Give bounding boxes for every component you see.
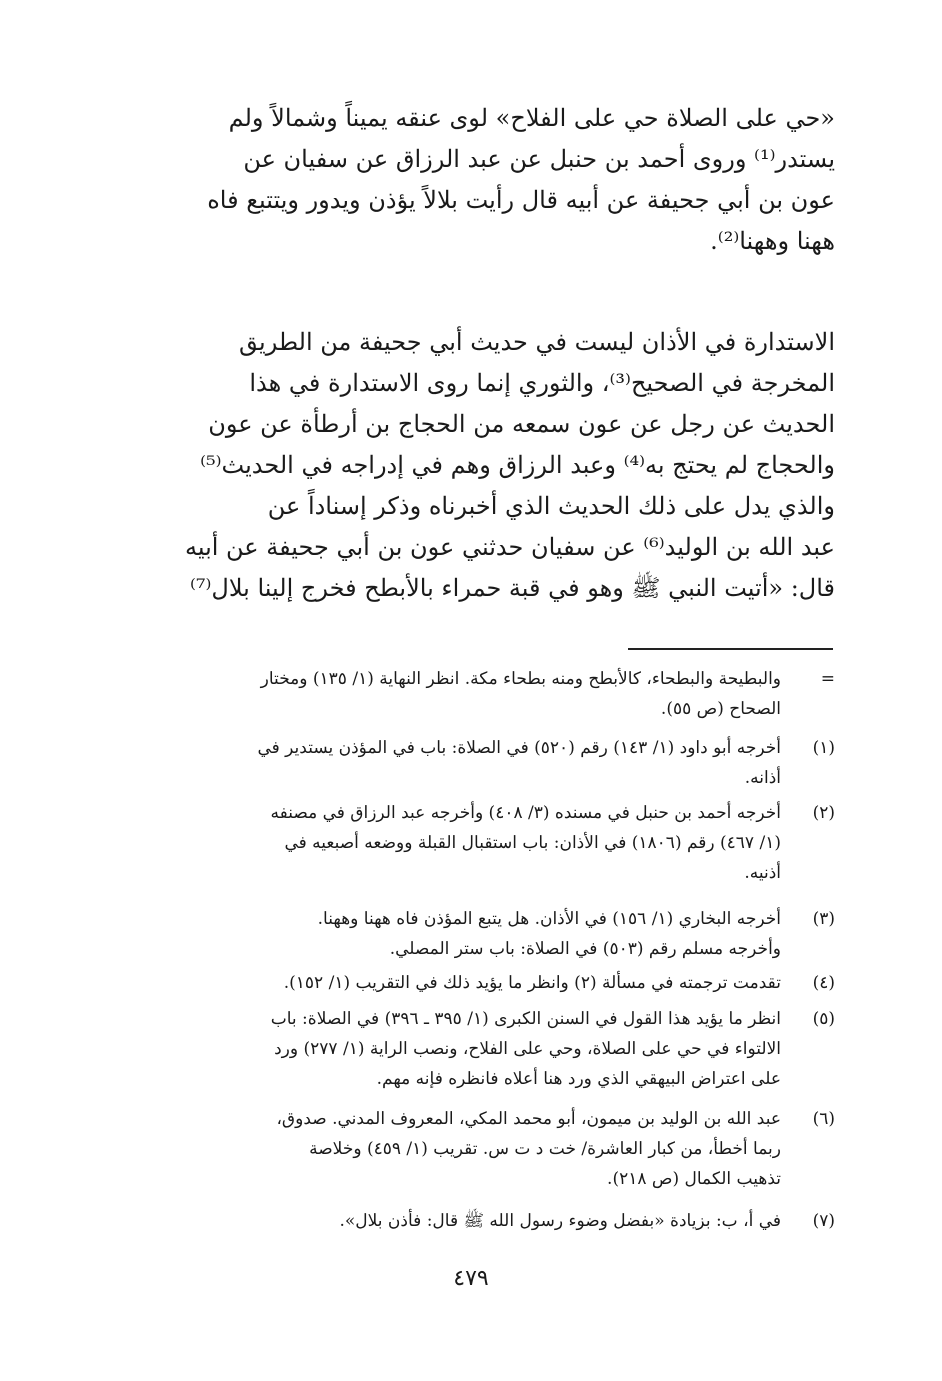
footnote-marker: (٦) <box>812 1109 835 1129</box>
footnote-line: (١/ ٤٦٧) رقم (١٨٠٦) في الأذان: باب استقبال القبلة ووضعه أصبعيه في <box>284 833 781 853</box>
text-line: والحجاج لم يحتج به⁽⁴⁾ وعبد الرزاق وهم في إدراجه في الحديث⁽⁵⁾ <box>200 451 835 479</box>
footnote-line: وأخرجه مسلم رقم (٥٠٣) في الصلاة: باب ستر المصلي. <box>389 939 781 959</box>
footnote-marker: = <box>820 669 835 689</box>
text-line: عون بن أبي جحيفة عن أبيه قال رأيت بلالاً يؤذن ويدور ويتتبع فاه <box>207 186 835 214</box>
footnote-marker: (٧) <box>812 1211 835 1231</box>
footnote-line: الالتواء في حي على الصلاة، وحي على الفلاح، ونصب الراية (١/ ٢٧٧) ورد <box>274 1039 781 1059</box>
footnote-marker: (٥) <box>812 1009 835 1029</box>
footnote-2 <box>130 798 835 888</box>
footnote-7 <box>130 1206 835 1236</box>
text-line: ههنا وههنا⁽²⁾. <box>710 227 835 255</box>
footnote-line: أخرجه أحمد بن حنبل في مسنده (٣/ ٤٠٨) وأخرجه عبد الرزاق في مصنفه <box>270 803 781 823</box>
text-line: «حي على الصلاة حي على الفلاح» لوى عنقه يميناً وشمالاً ولم <box>228 104 835 132</box>
footnote-3 <box>130 904 835 964</box>
footnote-line: على اعتراض البيهقي الذي ورد هنا أعلاه فانظره فإنه مهم. <box>376 1069 781 1089</box>
text-line: المخرجة في الصحيح⁽³⁾، والثوري إنما روى الاستدارة في هذا <box>249 369 835 397</box>
text-line: عبد الله بن الوليد⁽⁶⁾ عن سفيان حدثني عون بن أبي جحيفة عن أبيه <box>184 533 835 561</box>
footnote-5 <box>130 1004 835 1094</box>
footnote-marker: (٣) <box>812 909 835 929</box>
text-line: قال: «أتيت النبي ﷺ وهو في قبة حمراء بالأبطح فخرج إلينا بلال⁽⁷⁾ <box>189 574 835 602</box>
footnote-line: أخرجه البخاري (١/ ١٥٦) في الأذان. هل يتبع المؤذن فاه ههنا وههنا. <box>317 909 781 929</box>
paragraph-1 <box>130 98 835 268</box>
footnote-continuation <box>130 664 835 724</box>
footnote-marker: (٤) <box>812 973 835 993</box>
footnote-line: عبد الله بن الوليد بن ميمون، أبو محمد المكي، المعروف المدني. صدوق، <box>276 1109 781 1129</box>
footnote-6 <box>130 1104 835 1194</box>
footnote-line: تذهيب الكمال (ص ٢١٨). <box>607 1169 781 1189</box>
footnote-line: الصحاح (ص ٥٥). <box>660 699 781 719</box>
footnote-line: انظر ما يؤيد هذا القول في السنن الكبرى (١/ ٣٩٥ ـ ٣٩٦) في الصلاة: باب <box>270 1009 781 1029</box>
footnote-1 <box>130 733 835 793</box>
text-line: الحديث عن رجل عن عون سمعه من الحجاج بن أرطأة عن عون <box>208 410 835 438</box>
text-line: يستدر⁽¹⁾ وروى أحمد بن حنبل عن عبد الرزاق عن سفيان عن <box>243 145 835 173</box>
footnote-4 <box>130 968 835 998</box>
footnote-line: تقدمت ترجمته في مسألة (٢) وانظر ما يؤيد ذلك في التقريب (١/ ١٥٢). <box>283 973 781 993</box>
footnote-marker: (١) <box>812 738 835 758</box>
page-number: ٤٧٩ <box>453 1266 489 1291</box>
footnote-line: أذنيه. <box>744 863 781 883</box>
text-line: الاستدارة في الأذان ليست في حديث أبي جحيفة من الطريق <box>239 328 835 356</box>
text-line: والذي يدل على ذلك الحديث الذي أخبرناه وذكر إسناداً عن <box>267 492 835 520</box>
footnote-line: والبطيحة والبطحاء، كالأبطح ومنه بطحاء مكة. انظر النهاية (١/ ١٣٥) ومختار <box>260 669 781 689</box>
footnote-line: في أ، ب: بزيادة «بفضل وضوء رسول الله ﷺ قال: فأذن بلال». <box>339 1211 781 1231</box>
footnote-line: ربما أخطأ، من كبار العاشرة/ خت د ت س. تقريب (١/ ٤٥٩) وخلاصة <box>309 1139 781 1159</box>
footnote-line: أخرجه أبو داود (١/ ١٤٣) رقم (٥٢٠) في الصلاة: باب في المؤذن يستدير في <box>257 738 781 758</box>
paragraph-2 <box>130 322 835 622</box>
footnote-line: أذانه. <box>744 768 781 788</box>
footnote-marker: (٢) <box>812 803 835 823</box>
footnote-separator <box>628 648 833 650</box>
